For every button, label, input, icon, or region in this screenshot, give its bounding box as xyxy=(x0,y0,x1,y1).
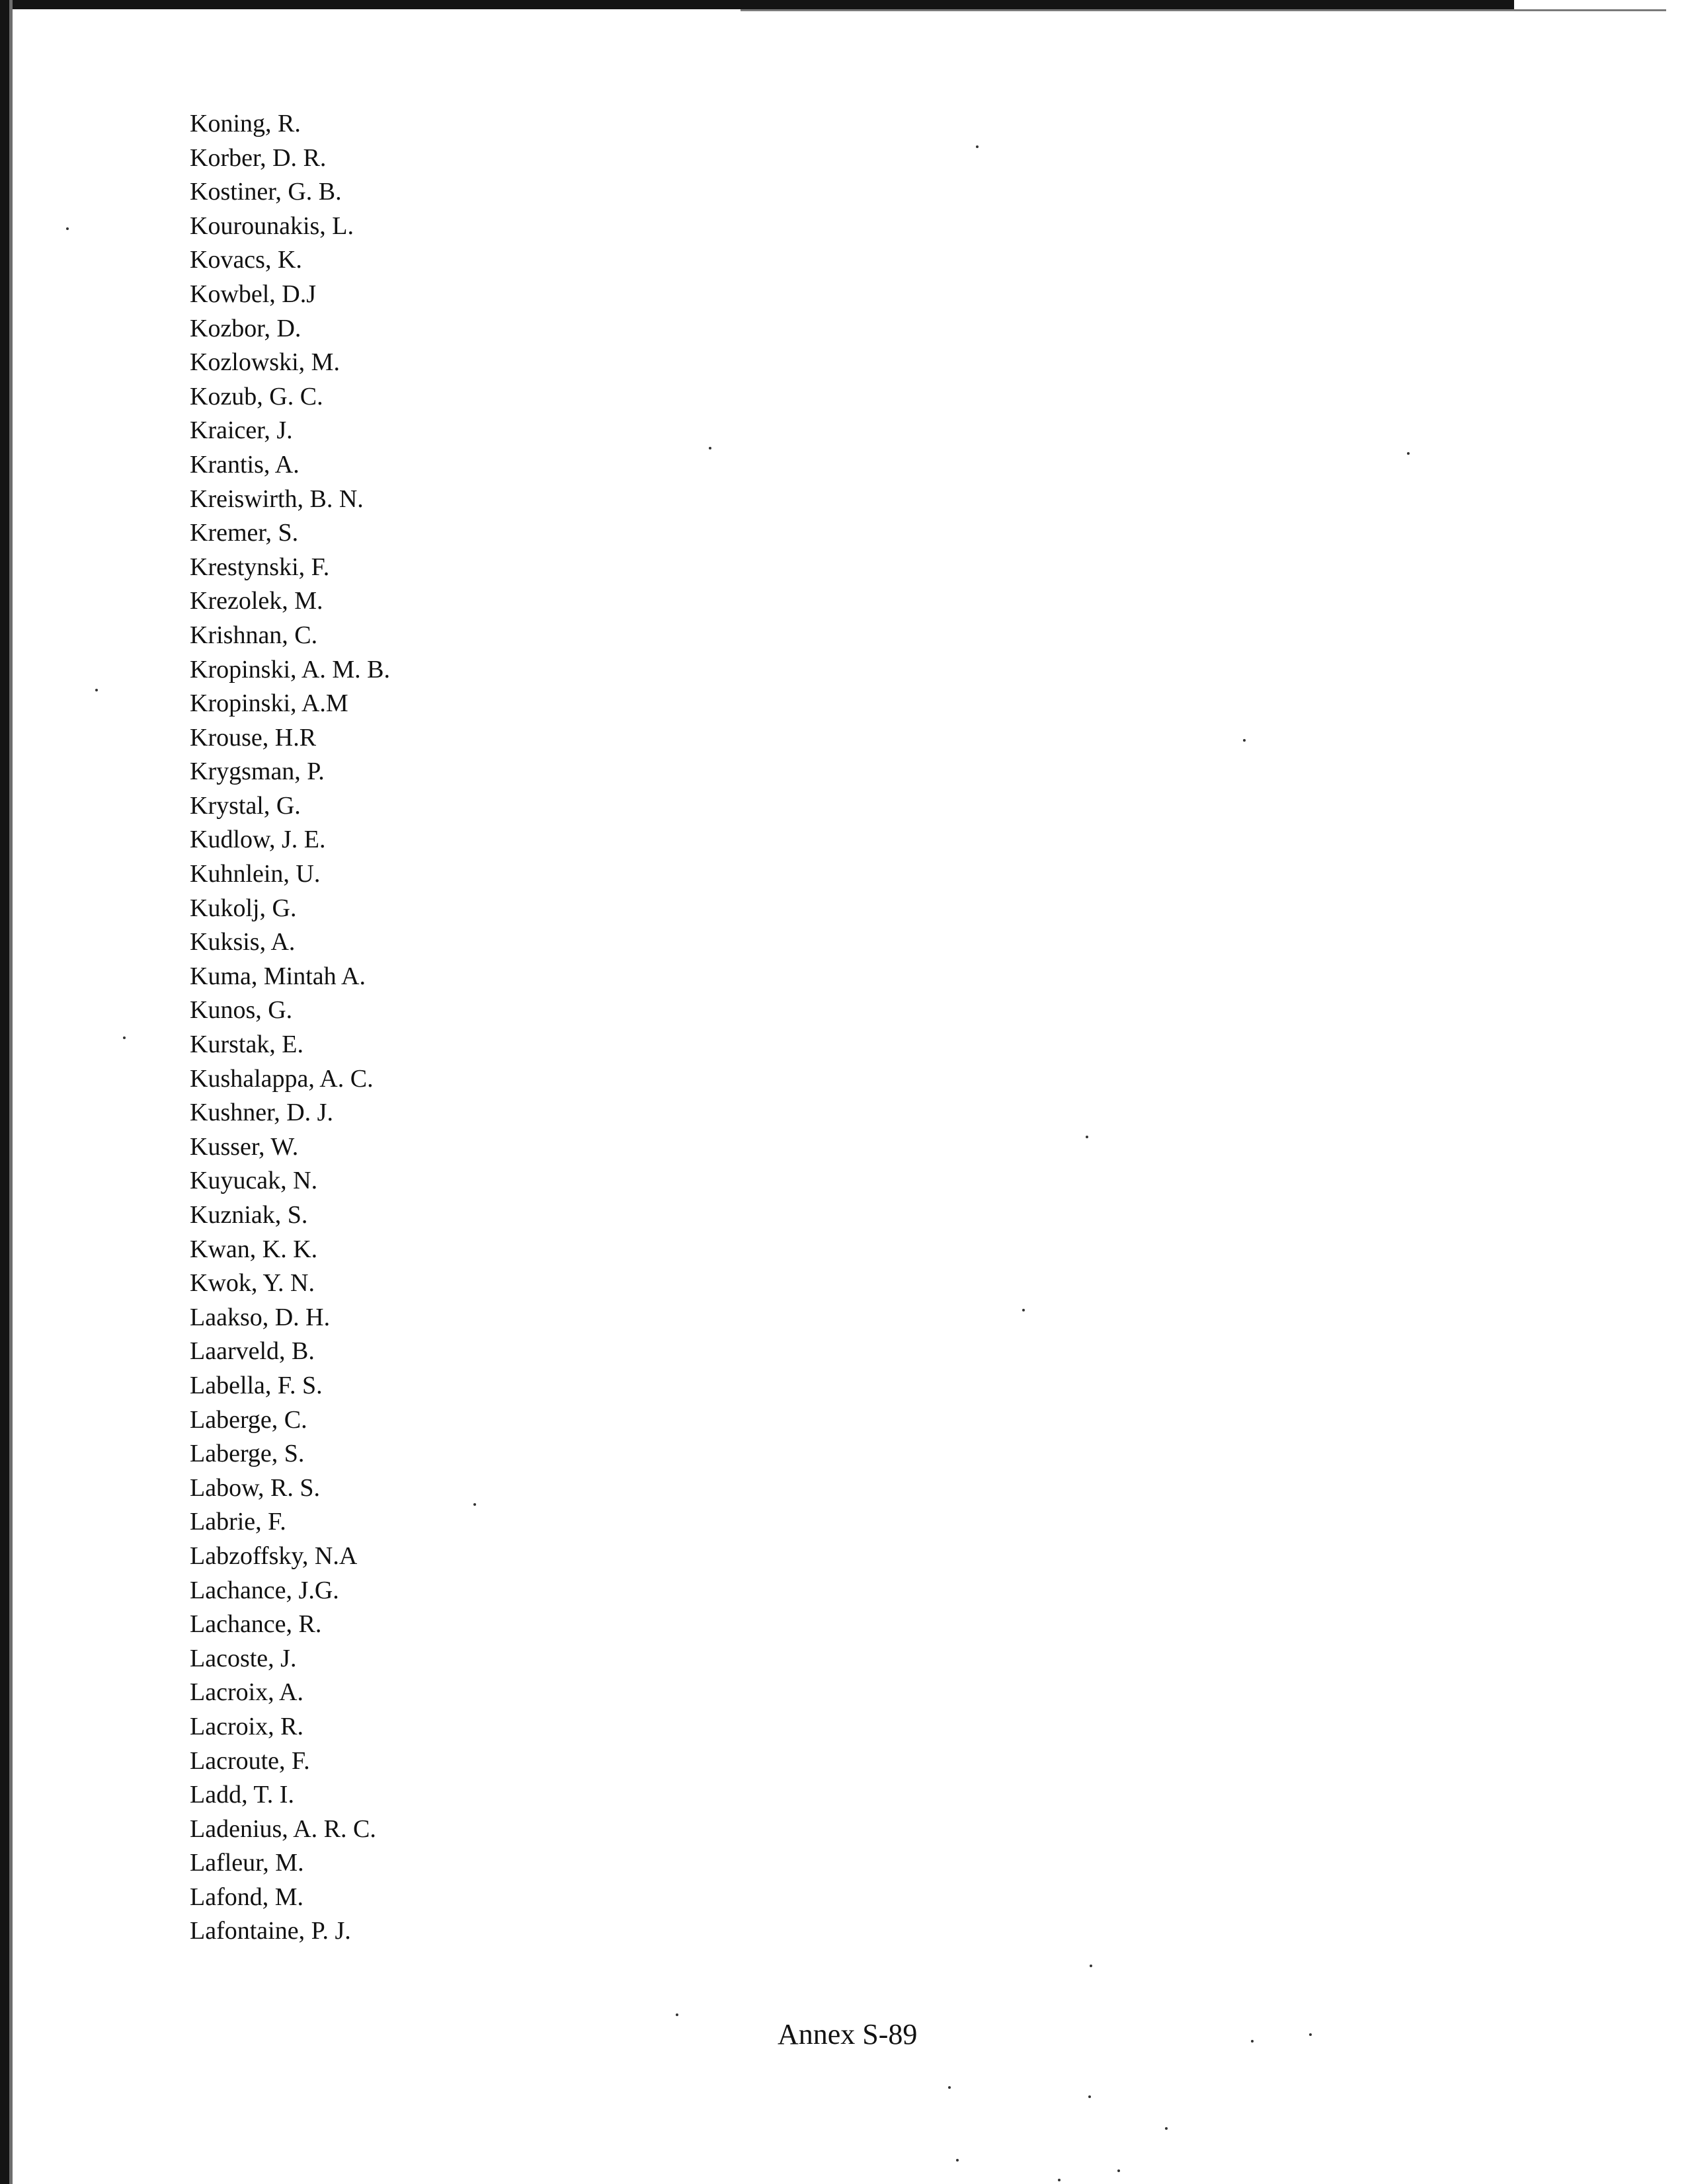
name-entry: Kraicer, J. xyxy=(190,416,293,445)
scan-speck xyxy=(473,1503,476,1506)
name-entry: Krantis, A. xyxy=(190,450,300,479)
name-entry: Kusser, W. xyxy=(190,1132,299,1161)
name-entry: Labella, F. S. xyxy=(190,1371,323,1399)
scan-edge-left-shadow xyxy=(9,0,13,2184)
scan-speck xyxy=(956,2159,959,2162)
scan-speck xyxy=(1407,452,1410,455)
page-label: Annex S-89 xyxy=(778,2018,918,2050)
scan-speck xyxy=(676,2013,678,2016)
scan-speck xyxy=(95,689,98,691)
name-entry: Lachance, R. xyxy=(190,1610,322,1639)
scan-speck xyxy=(1309,2033,1312,2036)
name-entry: Ladenius, A. R. C. xyxy=(190,1814,376,1843)
scan-speck xyxy=(1251,2040,1254,2043)
scan-edge-top-line xyxy=(741,9,1666,11)
name-entry: Kuyucak, N. xyxy=(190,1167,318,1195)
scan-speck xyxy=(1088,2095,1091,2098)
scan-edge-left xyxy=(0,0,9,2184)
name-entry: Kuksis, A. xyxy=(190,928,296,956)
name-entry: Krestynski, F. xyxy=(190,553,330,581)
name-entry: Kurstak, E. xyxy=(190,1031,304,1059)
scan-speck xyxy=(948,2086,951,2089)
name-entry: Krezolek, M. xyxy=(190,587,323,615)
name-entry: Labzoffsky, N.A xyxy=(190,1541,358,1570)
scan-speck xyxy=(66,227,69,230)
author-name-list xyxy=(190,107,390,1949)
name-entry: Labow, R. S. xyxy=(190,1473,321,1502)
name-entry: Kropinski, A. M. B. xyxy=(190,655,390,683)
scan-speck xyxy=(1086,1136,1088,1138)
scan-speck xyxy=(1243,739,1246,742)
name-entry: Kushner, D. J. xyxy=(190,1099,333,1127)
name-entry: Kozub, G. C. xyxy=(190,382,323,410)
scan-speck xyxy=(1165,2127,1168,2130)
name-entry: Kukolj, G. xyxy=(190,894,297,922)
name-entry: Krygsman, P. xyxy=(190,758,325,786)
name-entry: Lacroix, A. xyxy=(190,1678,304,1707)
name-entry: Kovacs, K. xyxy=(190,246,302,274)
name-entry: Kuma, Mintah A. xyxy=(190,962,366,990)
name-entry: Laberge, S. xyxy=(190,1440,305,1468)
name-entry: Laberge, C. xyxy=(190,1405,307,1434)
name-entry: Koning, R. xyxy=(190,110,301,137)
name-entry: Lachance, J.G. xyxy=(190,1576,339,1604)
name-entry: Kremer, S. xyxy=(190,519,299,547)
name-entry: Kushalappa, A. C. xyxy=(190,1064,374,1093)
name-entry: Kowbel, D.J xyxy=(190,280,317,308)
name-entry: Lafleur, M. xyxy=(190,1849,304,1877)
name-entry: Lacoste, J. xyxy=(190,1644,297,1672)
name-entry: Kuhnlein, U. xyxy=(190,860,321,888)
name-entry: Kuzniak, S. xyxy=(190,1201,308,1229)
scan-speck xyxy=(709,447,711,449)
scan-edge-top xyxy=(0,0,1514,9)
name-entry: Ladd, T. I. xyxy=(190,1781,294,1809)
name-entry: Lafond, M. xyxy=(190,1883,304,1911)
name-entry: Krystal, G. xyxy=(190,791,301,820)
scan-speck xyxy=(1022,1309,1025,1311)
name-entry: Kunos, G. xyxy=(190,996,293,1025)
name-entry: Krouse, H.R xyxy=(190,723,317,752)
scan-speck xyxy=(1117,2169,1120,2172)
name-entry: Kwan, K. K. xyxy=(190,1235,318,1263)
name-entry: Lacroix, R. xyxy=(190,1712,304,1740)
name-entry: Kropinski, A.M xyxy=(190,689,348,718)
name-entry: Kozbor, D. xyxy=(190,314,301,342)
name-entry: Krishnan, C. xyxy=(190,621,318,649)
scan-speck xyxy=(1090,1965,1092,1967)
scan-speck xyxy=(976,145,979,148)
name-entry: Laakso, D. H. xyxy=(190,1303,331,1331)
name-entry: Kreiswirth, B. N. xyxy=(190,485,364,513)
name-entry: Kozlowski, M. xyxy=(190,348,340,377)
name-entry: Lacroute, F. xyxy=(190,1746,310,1775)
name-entry: Kourounakis, L. xyxy=(190,212,354,240)
name-entry: Laarveld, B. xyxy=(190,1337,315,1366)
name-entry: Kwok, Y. N. xyxy=(190,1269,315,1298)
name-entry: Korber, D. R. xyxy=(190,143,327,172)
name-entry: Labrie, F. xyxy=(190,1508,286,1536)
name-entry: Lafontaine, P. J. xyxy=(190,1917,351,1945)
name-entry: Kostiner, G. B. xyxy=(190,178,342,206)
name-entry: Kudlow, J. E. xyxy=(190,826,326,854)
scan-speck xyxy=(123,1036,126,1039)
scan-speck xyxy=(1058,2179,1061,2181)
